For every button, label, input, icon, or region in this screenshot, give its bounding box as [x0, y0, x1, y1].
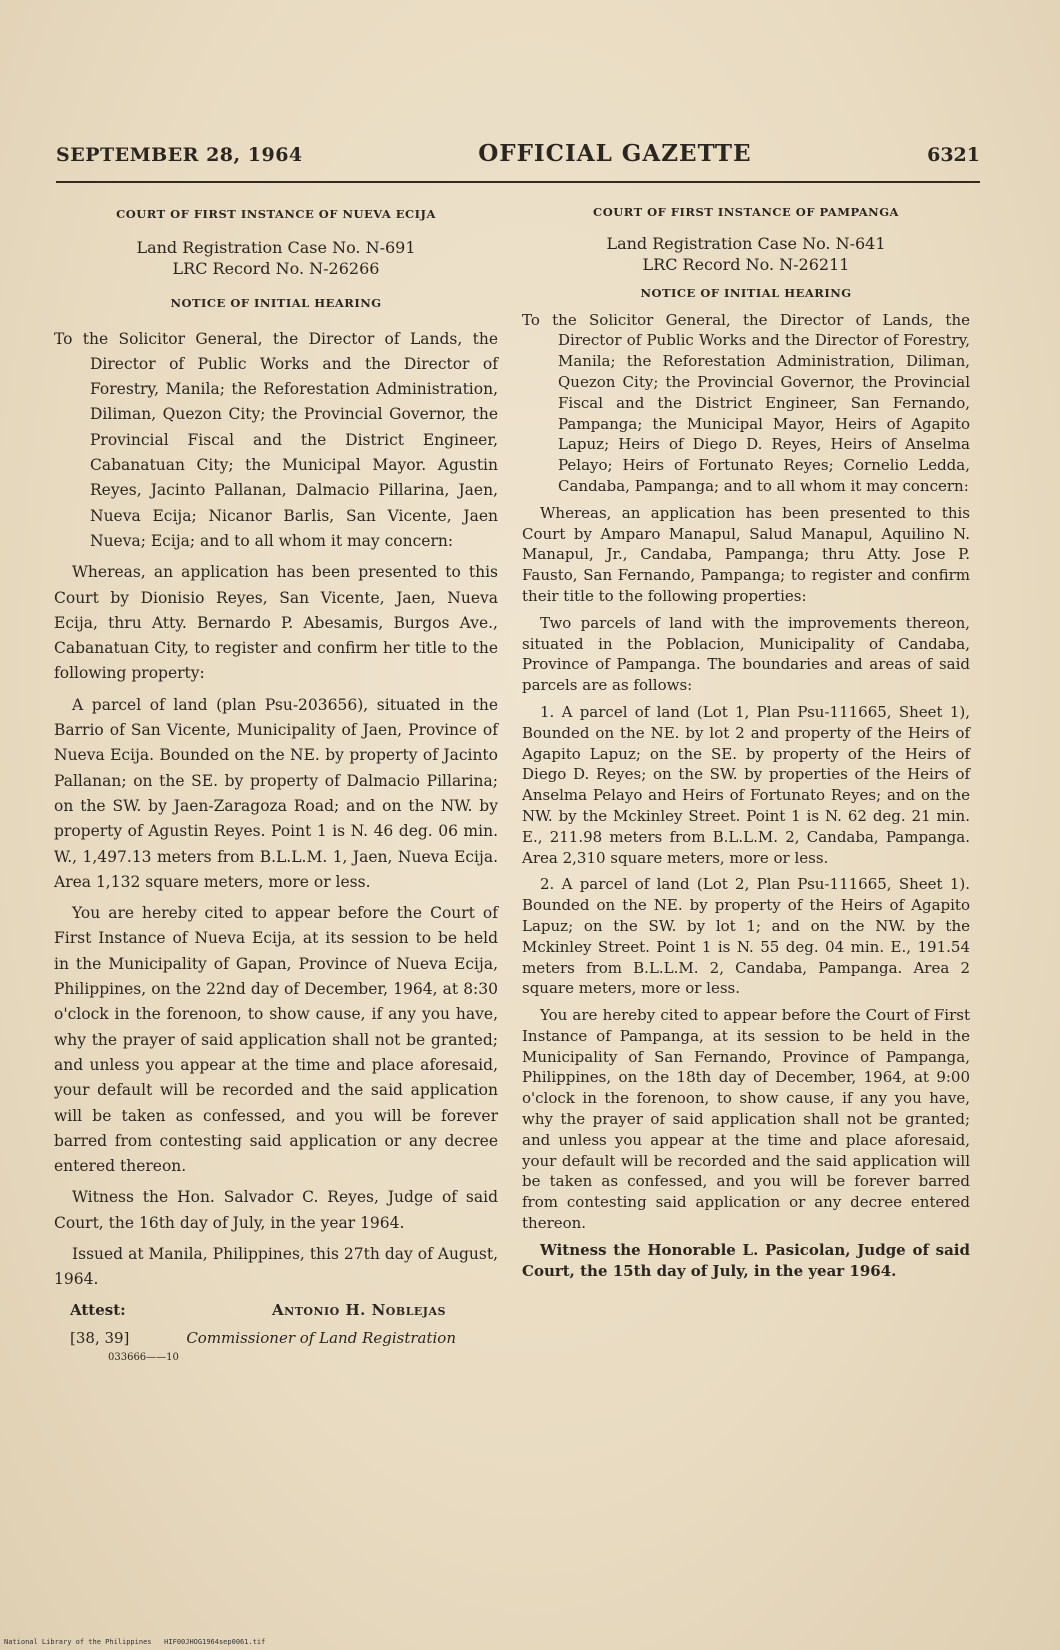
- header-date: SEPTEMBER 28, 1964: [56, 144, 303, 166]
- court-heading: COURT OF FIRST INSTANCE OF NUEVA ECIJA: [116, 207, 436, 221]
- header-title: OFFICIAL GAZETTE: [478, 140, 752, 167]
- attest-title-row: [54, 1327, 498, 1349]
- right-column-notice: [522, 200, 970, 1287]
- notice-heading: NOTICE OF INITIAL HEARING: [640, 285, 852, 300]
- issued-paragraph: Issued at Manila, Philippines, this 27th day of August, 1964.: [54, 1244, 498, 1289]
- cited-paragraph: You are hereby cited to appear before the Court of First Instance of Pampanga, at its session to be held in the Municipality of San Fernando, Province of Pampanga, Philippines, on the 18th day of December, 1964, at 9:00 o'clock in the forenoon, to show cause, if any you have, why the prayer of said application shall not be granted; and unless you appear at the time and place aforesaid, your default will be recorded and the said application will be taken as confessed, and you will be forever barred from contesting said application or any decree entered thereon.: [522, 1006, 970, 1233]
- address-paragraph: To the Solicitor General, the Director of Lands, the Director of Public Works and the Director of Forestry, Manila; the Reforestation Administration, Diliman, Quezon City; the Provincial Governor, the Provincial Fiscal and the District Engineer, San Fernando, Pampanga; the Municipal Mayor, Heirs of Agapito Lapuz; Heirs of Diego D. Reyes, Heirs of Anselma Pelayo; Heirs of Fortunato Reyes; Cornelio Ledda, Candaba, Pampanga; and to all whom it may concern:: [522, 310, 970, 495]
- parcel-2-paragraph: 2. A parcel of land (Lot 2, Plan Psu-111665, Sheet 1). Bounded on the NE. by property of the Heirs of Agapito Lapuz; on the SW. by lot 1; and on the NW. by the Mckinley Street. Point 1 is N. 55 deg. 04 min. E., 191.54 meters from B.L.L.M. 2, Candaba, Pampanga. Area 2 square meters, more or less.: [522, 875, 970, 998]
- parcel-1-paragraph: 1. A parcel of land (Lot 1, Plan Psu-111665, Sheet 1), Bounded on the NE. by lot 2 and property of the Heirs of Agapito Lapuz; on the SE. by property of the Heirs of Diego D. Reyes; on the SW. by properties of the Heirs of Anselma Pelayo and Heirs of Fortunato Reyes; and on the NW. by the Mckinley Street. Point 1 is N. 62 deg. 21 min. E., 211.98 meters from B.L.L.M. 2, Candaba, Pampanga. Area 2,310 square meters, more or less.: [522, 702, 970, 867]
- whereas-paragraph: Whereas, an application has been presented to this Court by Dionisio Reyes, San Vicente, Jaen, Nueva Ecija, thru Atty. Bernardo P. Abesamis, Burgos Ave., Cabanatuan City, to register and confirm her title to the following property:: [54, 563, 498, 683]
- record-number: LRC Record No. N-26211: [642, 254, 850, 274]
- parcels-intro-paragraph: Two parcels of land with the improvements thereon, situated in the Poblacion, Municipality of Candaba, Province of Pampanga. The boundaries and areas of said parcels are as follows:: [522, 613, 970, 695]
- scan-filename: HIF00JHOG1964sep0061.tif: [164, 1638, 266, 1646]
- attest-title: Commissioner of Land Registration: [186, 1328, 456, 1347]
- scan-footer: [4, 1638, 265, 1646]
- page-number: 6321: [927, 144, 980, 166]
- print-code: 033666——10: [108, 1351, 179, 1363]
- case-number: Land Registration Case No. N-691: [136, 238, 416, 258]
- attest-signatory: Antonio H. Noblejas: [272, 1300, 446, 1319]
- witness-paragraph: Witness the Honorable L. Pasicolan, Judge of said Court, the 15th day of July, in the year 1964.: [522, 1240, 970, 1280]
- whereas-paragraph: Whereas, an application has been presented to this Court by Amparo Manapul, Salud Manapul, Aquilino N. Manapul, Jr., Candaba, Pampanga; thru Atty. Jose P. Fausto, San Fernando, Pampanga; to register and confirm their title to the following properties:: [522, 503, 970, 605]
- attest-label: Attest:: [70, 1300, 126, 1319]
- record-number: LRC Record No. N-26266: [172, 259, 380, 279]
- attest-row: [54, 1299, 498, 1321]
- case-number: Land Registration Case No. N-641: [606, 233, 886, 253]
- witness-paragraph: Witness the Hon. Salvador C. Reyes, Judge of said Court, the 16th day of July, in the year 1964.: [54, 1188, 498, 1232]
- notice-heading: NOTICE OF INITIAL HEARING: [170, 296, 382, 311]
- court-heading: COURT OF FIRST INSTANCE OF PAMPANGA: [593, 205, 899, 219]
- left-column-notice: [54, 200, 498, 1365]
- parcel-paragraph: A parcel of land (plan Psu-203656), situated in the Barrio of San Vicente, Municipality of Jaen, Province of Nueva Ecija. Bounded on the NE. by property of Jacinto Pallanan; on the SE. by property of Dalmacio Pillarina; on the SW. by Jaen-Zaragoza Road; and on the NW. by property of Agustin Reyes. Point 1 is N. 46 deg. 06 min. W., 1,497.13 meters from B.L.L.M. 1, Jaen, Nueva Ecija. Area 1,132 square meters, more or less.: [54, 695, 498, 891]
- issue-reference: [38, 39]: [70, 1328, 130, 1347]
- library-credit: National Library of the Philippines: [4, 1638, 152, 1646]
- page-header: [56, 140, 980, 172]
- cited-paragraph: You are hereby cited to appear before the Court of First Instance of Nueva Ecija, at its session to be held in the Municipality of Gapan, Province of Nueva Ecija, Philippines, on the 22nd day of December, 1964, at 8:30 o'clock in the forenoon, to show cause, if any you have, why the prayer of said application shall not be granted; and unless you appear at the time and place aforesaid, your default will be recorded and the said application will be taken as confessed, and you will be forever barred from contesting said application or any decree entered thereon.: [54, 904, 498, 1176]
- header-rule: [56, 181, 980, 183]
- address-paragraph: To the Solicitor General, the Director of Lands, the Director of Public Works and the Director of Forestry, Manila; the Reforestation Administration, Diliman, Quezon City; the Provincial Governor, the Provincial Fiscal and the District Engineer, Cabanatuan City; the Municipal Mayor. Agustin Reyes, Jacinto Pallanan, Dalmacio Pillarina, Jaen, Nueva Ecija; Nicanor Barlis, San Vicente, Jaen Nueva; Ecija; and to all whom it may concern:: [54, 329, 498, 550]
